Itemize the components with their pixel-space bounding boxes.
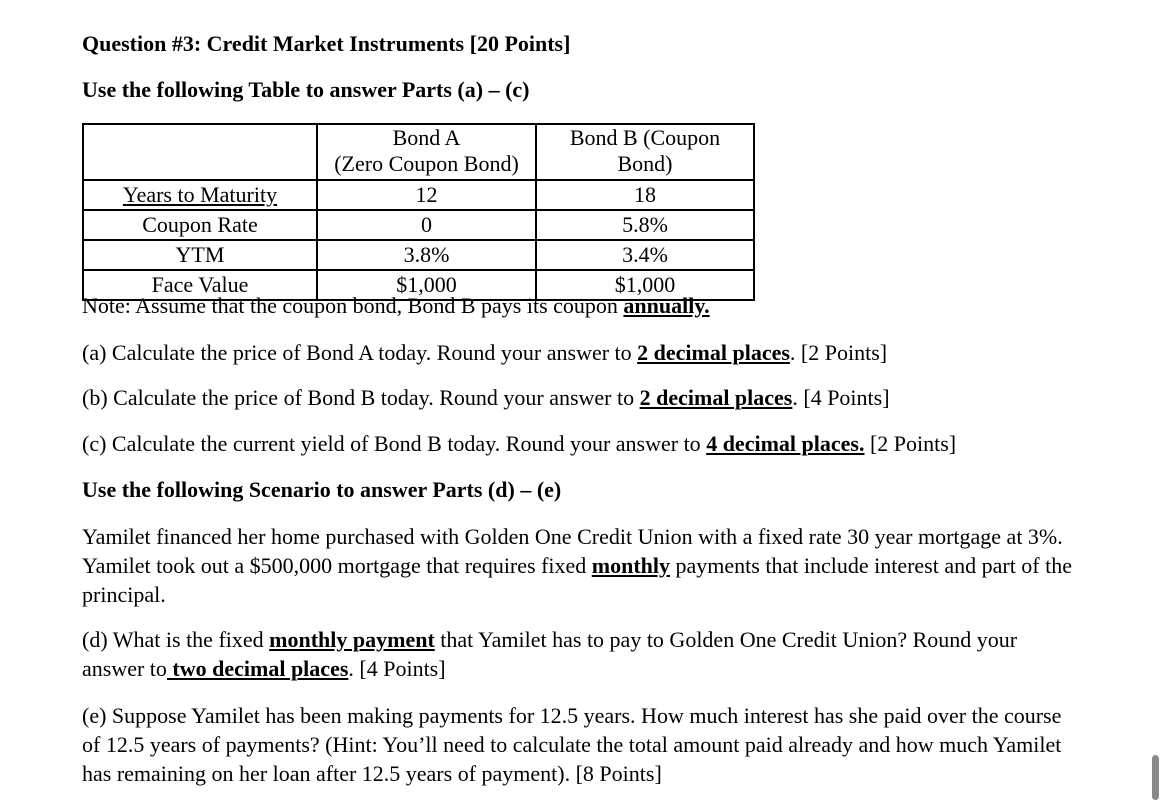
vertical-scrollbar[interactable] xyxy=(1152,755,1159,800)
part-c-text: (c) Calculate the current yield of Bond B today. Round your answer to xyxy=(82,431,707,456)
header-bond-b-line1: Bond B (Coupon xyxy=(569,125,721,150)
part-d-prefix: (d) What is the fixed xyxy=(82,627,270,652)
bond-a-value: 0 xyxy=(317,210,536,240)
header-bond-b xyxy=(536,124,754,180)
part-b-text: (b) Calculate the price of Bond B today. Round your answer to xyxy=(82,385,640,410)
part-b-suffix: . [4 Points] xyxy=(792,385,890,410)
row-label: Coupon Rate xyxy=(83,210,317,240)
scenario-emphasis: monthly xyxy=(591,553,671,578)
scenario-text-after: payments that include interest and part of the principal. xyxy=(82,553,1073,607)
table-row xyxy=(83,210,754,240)
row-label: YTM xyxy=(83,240,317,270)
bond-a-value: 3.8% xyxy=(317,240,536,270)
header-bond-a-line1: Bond A xyxy=(392,125,461,150)
table-row xyxy=(83,180,754,210)
part-d-emphasis-1: monthly payment xyxy=(269,627,435,652)
bond-b-value: 3.4% xyxy=(536,240,754,270)
row-label xyxy=(83,180,317,210)
note-emphasis: annually. xyxy=(623,293,710,318)
part-d-emphasis-2: two decimal places xyxy=(166,656,349,681)
part-a-emphasis: 2 decimal places xyxy=(637,340,790,365)
scenario-paragraph xyxy=(82,522,1082,609)
part-b-emphasis: 2 decimal places xyxy=(639,385,793,410)
part-c-suffix: [2 Points] xyxy=(864,431,957,456)
header-bond-a-line2: (Zero Coupon Bond) xyxy=(334,151,519,176)
scenario-heading: Use the following Scenario to answer Parts (d) – (e) xyxy=(82,477,562,502)
part-d xyxy=(82,625,1082,683)
note-text: Note: Assume that the coupon bond, Bond B pays its coupon xyxy=(82,293,624,318)
bond-table xyxy=(82,123,755,301)
header-bond-b-line2: Bond) xyxy=(617,151,673,176)
part-d-suffix: . [4 Points] xyxy=(348,656,446,681)
row-label-text: Years to Maturity xyxy=(122,182,278,207)
part-d-middle: that Yamilet has to pay to Golden One Credit Union? Round your answer to xyxy=(82,627,1018,681)
question-title: Question #3: Credit Market Instruments [20 Points] xyxy=(82,31,571,56)
table-heading: Use the following Table to answer Parts (a) – (c) xyxy=(82,77,530,102)
table-row xyxy=(83,240,754,270)
bond-a-value: $1,000 xyxy=(317,270,536,300)
part-c-emphasis: 4 decimal places. xyxy=(706,431,865,456)
bond-a-value: 12 xyxy=(317,180,536,210)
part-a-text: (a) Calculate the price of Bond A today. Round your answer to xyxy=(82,340,638,365)
part-e: (e) Suppose Yamilet has been making payments for 12.5 years. How much interest has she paid over the course of 12.5 years of payments? (Hint: You’ll need to calculate the total amount paid already and how much Yamilet has remaining on her loan after 12.5 years of payment). [8 Points] xyxy=(82,703,1062,786)
part-b xyxy=(82,385,890,411)
bond-b-value: $1,000 xyxy=(536,270,754,300)
header-bond-a xyxy=(317,124,536,180)
table-header-row xyxy=(83,124,754,180)
table-corner-cell xyxy=(83,124,317,180)
bond-b-value: 18 xyxy=(536,180,754,210)
part-c xyxy=(82,431,956,457)
bond-b-value: 5.8% xyxy=(536,210,754,240)
row-label: Face Value xyxy=(83,270,317,300)
part-a-suffix: . [2 Points] xyxy=(789,340,888,365)
part-a xyxy=(82,340,887,366)
note xyxy=(82,293,710,319)
scenario-text-before: Yamilet financed her home purchased with Golden One Credit Union with a fixed rate 30 year mortgage at 3%. Yamilet took out a $500,000 mortgage that requires fixed xyxy=(82,524,1063,578)
